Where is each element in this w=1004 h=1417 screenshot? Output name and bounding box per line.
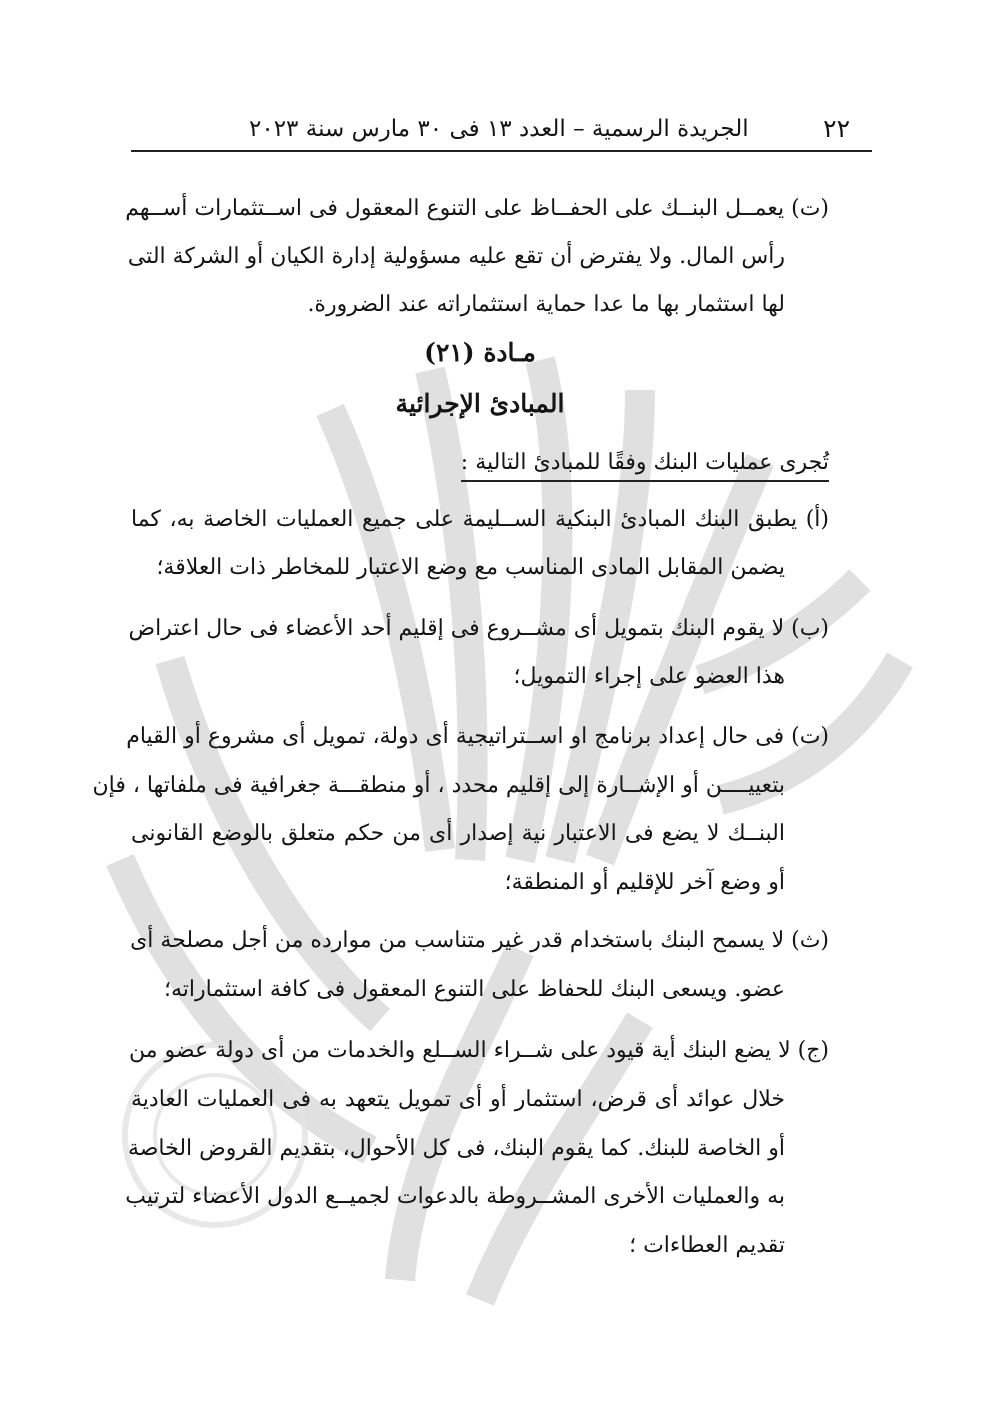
- page-number: ٢٢: [823, 114, 850, 143]
- item-line: به والعمليات الأخرى المشــروطة بالدعوات لجميــع الدول الأعضاء لترتيب: [125, 1184, 785, 1209]
- item-line: يضمن المقابل المادى المناسب مع وضع الاعتبار للمخاطر ذات العلاقة؛: [156, 555, 785, 580]
- paragraph-line: رأس المال. ولا يفترض أن تقع عليه مسؤولية إدارة الكيان أو الشركة التى: [127, 244, 785, 269]
- item-line: بتعييــــن أو الإشــارة إلى إقليم محدد ، أو منطقـــة جغرافية فى ملفاتها ، فإن: [92, 773, 785, 798]
- item-line: أو وضع آخر للإقليم أو المنطقة؛: [504, 870, 785, 895]
- item-line: عضو. ويسعى البنك للحفاظ على التنوع المعقول فى كافة استثماراته؛: [163, 977, 785, 1002]
- item-line: خلال عوائد أى قرض، استثمار أو أى تمويل يتعهد به فى العمليات العادية: [131, 1087, 785, 1112]
- paragraph-line: لها استثمار بها ما عدا حماية استثماراته عند الضرورة.: [307, 292, 785, 317]
- item-line: البنــك لا يضع فى الاعتبار نية إصدار أى من حكم متعلق بالوضع القانونى: [131, 821, 785, 846]
- item-line: (ج) لا يضع البنك أية قيود على شــراء الســلع والخدمات من أى دولة عضو من: [129, 1038, 829, 1063]
- item-line: هذا العضو على إجراء التمويل؛: [513, 664, 785, 689]
- item-line: (أ) يطبق البنك المبادئ البنكية الســليمة على جميع العمليات الخاصة به، كما: [131, 507, 829, 532]
- item-line: (ب) لا يقوم البنك بتمويل أى مشــروع فى إقليم أحد الأعضاء فى حال اعتراض: [128, 616, 829, 641]
- item-line: (ث) لا يسمح البنك باستخدام قدر غير متناسب من موارده من أجل مصلحة أى: [130, 928, 829, 953]
- gazette-issue-title: الجريدة الرسمية – العدد ١٣ فى ٣٠ مارس سنة ٢٠٢٣: [249, 116, 749, 142]
- article-heading: مـادة (٢١): [424, 338, 536, 367]
- paragraph-line: (ت) يعمــل البنــك على الحفــاظ على التنوع المعقول فى اســتثمارات أســهم: [125, 196, 829, 221]
- page-header: [131, 106, 872, 152]
- item-line: تقديم العطاءات ؛: [629, 1233, 785, 1258]
- item-line: (ت) فى حال إعداد برنامج او اســتراتيجية أى دولة، تمويل أى مشروع أو القيام: [126, 724, 829, 749]
- intro-line: تُجرى عمليات البنك وفقًا للمبادئ التالية :: [461, 452, 829, 482]
- item-line: أو الخاصة للبنك. كما يقوم البنك، فى كل الأحوال، بتقديم القروض الخاصة: [127, 1136, 785, 1161]
- section-heading: المبادئ الإجرائية: [395, 389, 565, 418]
